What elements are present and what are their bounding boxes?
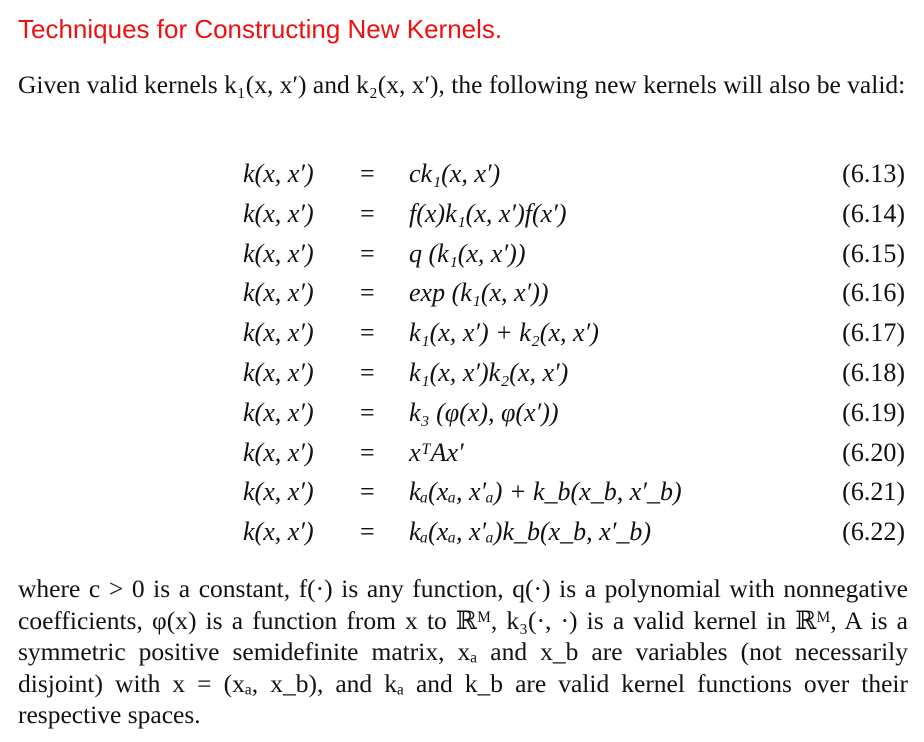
equation-row (0, 316, 924, 356)
equation-row (0, 436, 924, 476)
equation-relation: = (360, 159, 375, 188)
equation-row (0, 356, 924, 396)
equation-relation: = (360, 517, 375, 547)
equation-number: (6.14) (842, 198, 905, 228)
equation-rhs: xᵀAx′ (409, 437, 464, 467)
equation-rhs: exp (k₁(x, x′)) (409, 278, 549, 308)
equation-lhs: k(x, x′) (243, 318, 314, 348)
equation-rhs: kₐ(xₐ, x′ₐ) + k_b(x_b, x′_b) (409, 477, 682, 507)
equation-list (0, 157, 924, 555)
equation-rhs: q (k₁(x, x′)) (409, 238, 526, 268)
equation-relation: = (360, 437, 375, 467)
equation-row (0, 276, 924, 316)
equation-relation: = (360, 477, 375, 507)
equation-row (0, 237, 924, 277)
equation-rhs: ck₁(x, x′) (409, 159, 501, 188)
equation-lhs: k(x, x′) (243, 477, 314, 507)
equation-row (0, 475, 924, 515)
equation-number: (6.17) (842, 318, 905, 348)
equation-relation: = (360, 397, 375, 427)
intro-paragraph: Given valid kernels k₁(x, x′) and k₂(x, x′), the following new kernels will also be valid: (18, 70, 906, 99)
equation-rhs: k₃ (φ(x), φ(x′)) (409, 397, 559, 427)
equation-number: (6.13) (842, 159, 905, 188)
equation-lhs: k(x, x′) (243, 198, 314, 228)
outro-paragraph: where c > 0 is a constant, f(·) is any function, q(·) is a polynomial with nonnegative coefficients, φ(x) is a function from x to ℝᴹ, k₃(·, ·) is a valid kernel in ℝᴹ, A is a symmetric positive semidefinite matrix, xₐ and x_b are variables (not necessarily disjoint) with x = (xₐ, x_b), and kₐ and k_b are valid kernel functions over their respective spaces. (18, 574, 908, 729)
equation-number: (6.20) (842, 437, 905, 467)
section-title: Techniques for Constructing New Kernels. (18, 14, 503, 44)
equation-number: (6.16) (842, 278, 905, 308)
equation-lhs: k(x, x′) (243, 437, 314, 467)
equation-lhs: k(x, x′) (243, 238, 314, 268)
equation-number: (6.19) (842, 397, 905, 427)
equation-rhs: k₁(x, x′) + k₂(x, x′) (409, 318, 599, 348)
equation-relation: = (360, 318, 375, 348)
equation-relation: = (360, 278, 375, 308)
equation-relation: = (360, 357, 375, 387)
equation-relation: = (360, 198, 375, 228)
equation-lhs: k(x, x′) (243, 397, 314, 427)
equation-number: (6.15) (842, 238, 905, 268)
equation-rhs: k₁(x, x′)k₂(x, x′) (409, 357, 569, 387)
equation-rhs: f(x)k₁(x, x′)f(x′) (409, 198, 567, 228)
equation-row (0, 396, 924, 436)
equation-number: (6.18) (842, 357, 905, 387)
equation-relation: = (360, 238, 375, 268)
equation-row (0, 157, 924, 197)
equation-row (0, 197, 924, 237)
equation-rhs: kₐ(xₐ, x′ₐ)k_b(x_b, x′_b) (409, 517, 652, 547)
equation-lhs: k(x, x′) (243, 159, 314, 188)
equation-lhs: k(x, x′) (243, 357, 314, 387)
equation-number: (6.22) (842, 517, 905, 547)
equation-lhs: k(x, x′) (243, 278, 314, 308)
equation-row (0, 515, 924, 555)
equation-number: (6.21) (842, 477, 905, 507)
equation-lhs: k(x, x′) (243, 517, 314, 547)
